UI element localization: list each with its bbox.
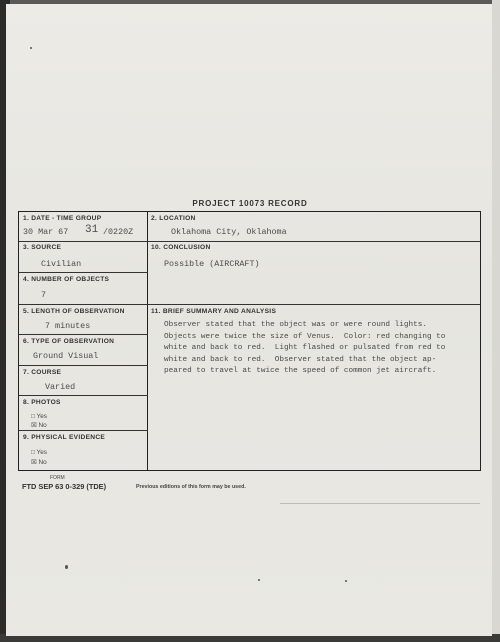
date-value: 30 Mar 67 [23,227,69,237]
course-value: Varied [45,382,76,392]
scan-speck [30,47,32,49]
scan-speck [65,565,68,569]
column-divider [147,212,148,470]
time-value: /0220Z [103,227,134,237]
footer-note: Previous editions of this form may be used. [136,484,246,490]
row-divider [19,304,480,305]
number-of-objects-value: 7 [41,290,47,300]
row-divider [19,395,148,396]
date-time-label: 1. DATE - TIME GROUP [23,215,102,222]
row-divider [19,241,480,242]
form-title: PROJECT 10073 RECORD [192,199,308,208]
type-of-observation-value: Ground Visual [33,351,99,361]
number-of-objects-label: 4. NUMBER OF OBJECTS [23,276,110,283]
photos-yes-option [31,413,47,420]
physical-evidence-yes-option [31,449,47,456]
footer-form-code: FTD SEP 63 0-329 (TDE) [22,482,107,491]
conclusion-value: Possible (AIRCRAFT) [164,259,260,269]
row-divider [19,272,148,273]
type-of-observation-label: 6. TYPE OF OBSERVATION [23,338,115,345]
checkbox-empty-icon: □ [31,449,35,456]
physical-evidence-yes-label: Yes [36,449,47,456]
physical-evidence-label: 9. PHYSICAL EVIDENCE [23,434,106,441]
row-divider [19,334,148,335]
checkbox-checked-icon: ☒ [31,459,37,466]
scan-speck [258,579,260,581]
source-label: 3. SOURCE [23,244,62,251]
source-value: Civilian [41,259,82,269]
photos-yes-label: Yes [36,413,47,420]
location-value: Oklahoma City, Oklahoma [171,227,287,237]
record-form [18,211,481,471]
checkbox-empty-icon: □ [31,413,35,420]
photos-no-label: No [38,422,47,429]
photos-label: 8. PHOTOS [23,399,61,406]
handwritten-date-overwrite: 31 [85,224,99,236]
summary-text: Observer stated that the object was or were round lights. Objects were twice the size of Venus. Color: red changing to white and back to red. Light flashed or pulsated from red to white and back to red. Observer stated that the object ap- peared to travel at twice the speed of common jet aircraft. [164,321,446,375]
course-label: 7. COURSE [23,369,62,376]
length-of-observation-value: 7 minutes [45,321,91,331]
scan-edge-right [492,0,500,642]
footer-form-word: FORM [50,475,65,481]
summary-label: 11. BRIEF SUMMARY AND ANALYSIS [151,308,277,315]
photos-no-option [31,421,47,429]
scan-speck [345,580,347,582]
checkbox-checked-icon: ☒ [31,422,37,429]
conclusion-label: 10. CONCLUSION [151,244,211,251]
row-divider [19,365,148,366]
row-divider [19,430,148,431]
physical-evidence-no-label: No [38,459,47,466]
location-label: 2. LOCATION [151,215,196,222]
scan-line [280,503,480,504]
length-of-observation-label: 5. LENGTH OF OBSERVATION [23,308,125,315]
physical-evidence-no-option [31,458,47,466]
